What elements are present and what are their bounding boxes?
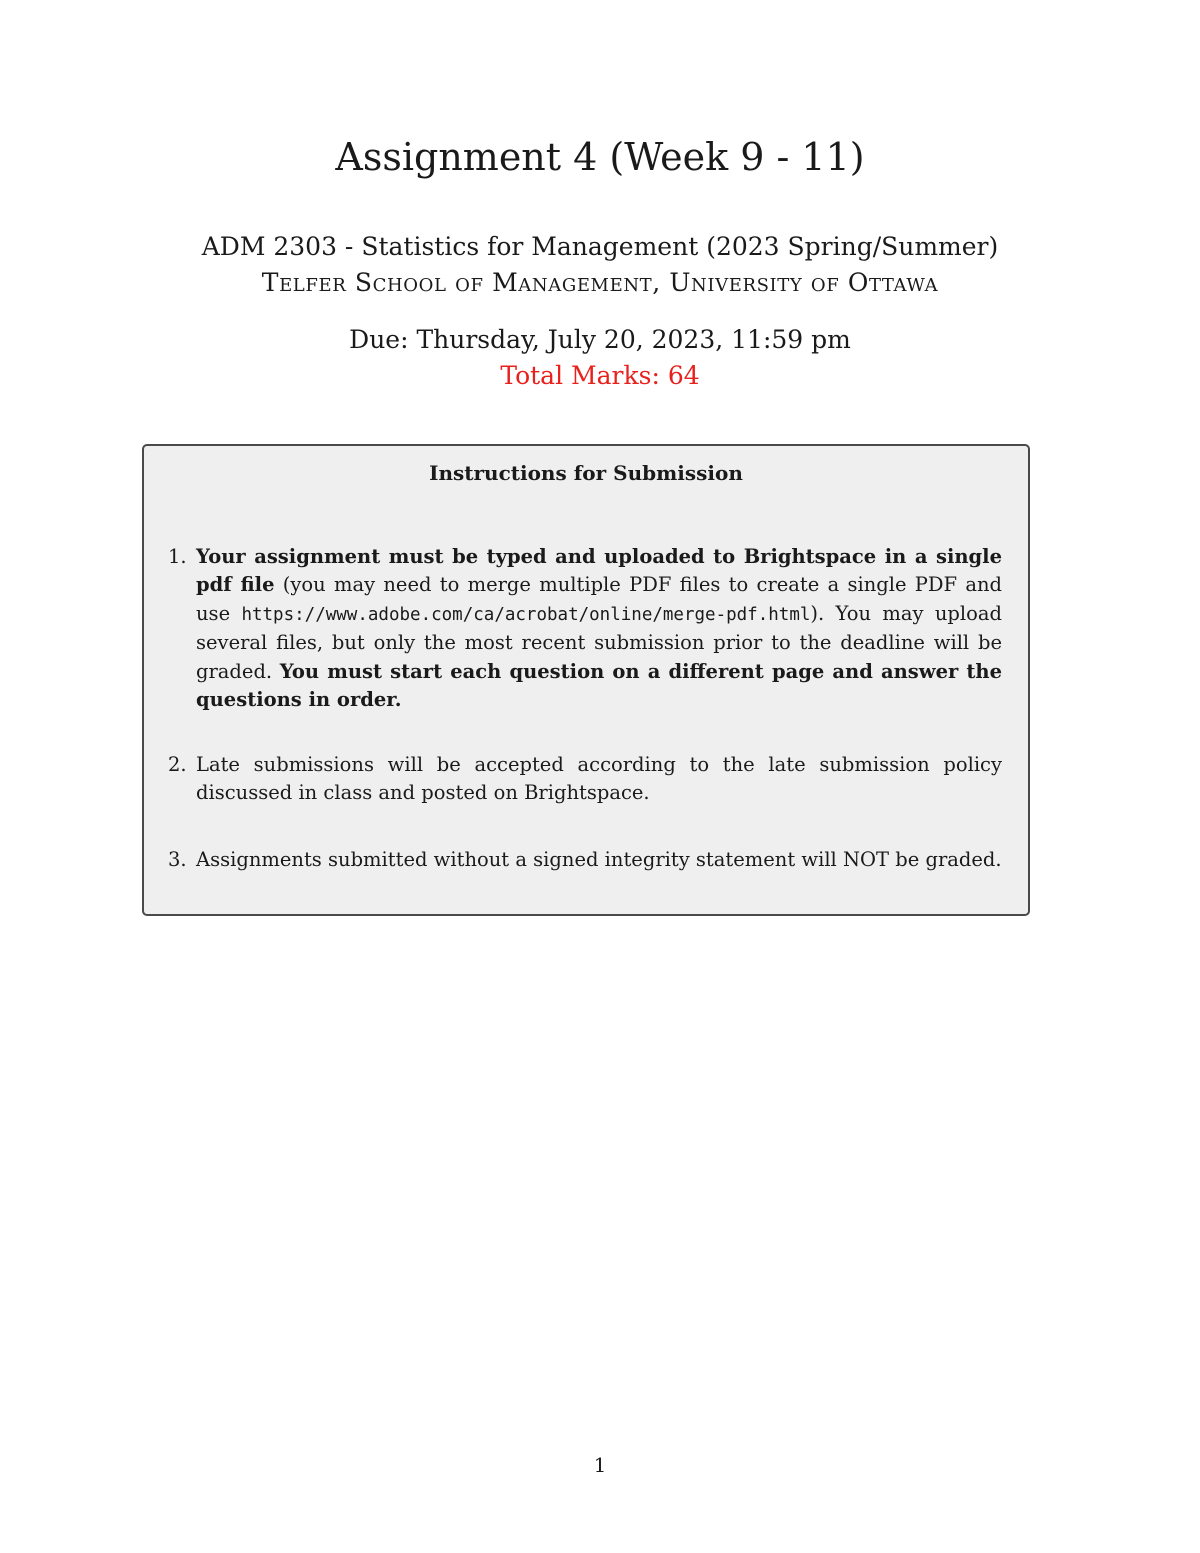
item-text: Assignments submitted without a signed integrity statement will NOT be graded. xyxy=(196,848,1002,871)
merge-pdf-link[interactable]: https://www.adobe.com/ca/acrobat/online/merge-pdf.html xyxy=(241,604,811,625)
course-name: ADM 2303 - Statistics for Management (2023 Spring/Summer) xyxy=(201,232,999,261)
due-date: Due: Thursday, July 20, 2023, 11:59 pm xyxy=(349,325,851,354)
page-title: Assignment 4 (Week 9 - 11) xyxy=(335,135,865,179)
item-text: Late submissions will be accepted according to the late submission policy discussed in class and posted on Brightspace. xyxy=(196,753,1002,805)
item-bold-tail: You must start each question on a different page and answer the questions in order. xyxy=(196,659,1002,712)
instruction-item xyxy=(168,846,1002,874)
instruction-item xyxy=(168,543,1002,714)
page-number: 1 xyxy=(593,1453,607,1477)
total-marks: Total Marks: 64 xyxy=(500,361,700,390)
item-text: (you may need to merge multiple PDF files to create a single PDF and use xyxy=(196,573,1002,625)
item-text: ). You may upload several files, but only the most recent submission prior to the deadline will be graded. xyxy=(196,601,1002,683)
instructions-box xyxy=(142,444,1030,916)
instructions-title: Instructions for Submission xyxy=(429,461,743,485)
instruction-item xyxy=(168,751,1002,808)
item-number: 3. xyxy=(168,848,187,871)
item-number: 1. xyxy=(168,545,187,568)
item-bold-lead: Your assignment must be typed and uploaded to Brightspace in a single pdf file xyxy=(196,545,1002,597)
school-name: Telfer School of Management, University of Ottawa xyxy=(261,268,939,297)
item-number: 2. xyxy=(168,753,187,776)
